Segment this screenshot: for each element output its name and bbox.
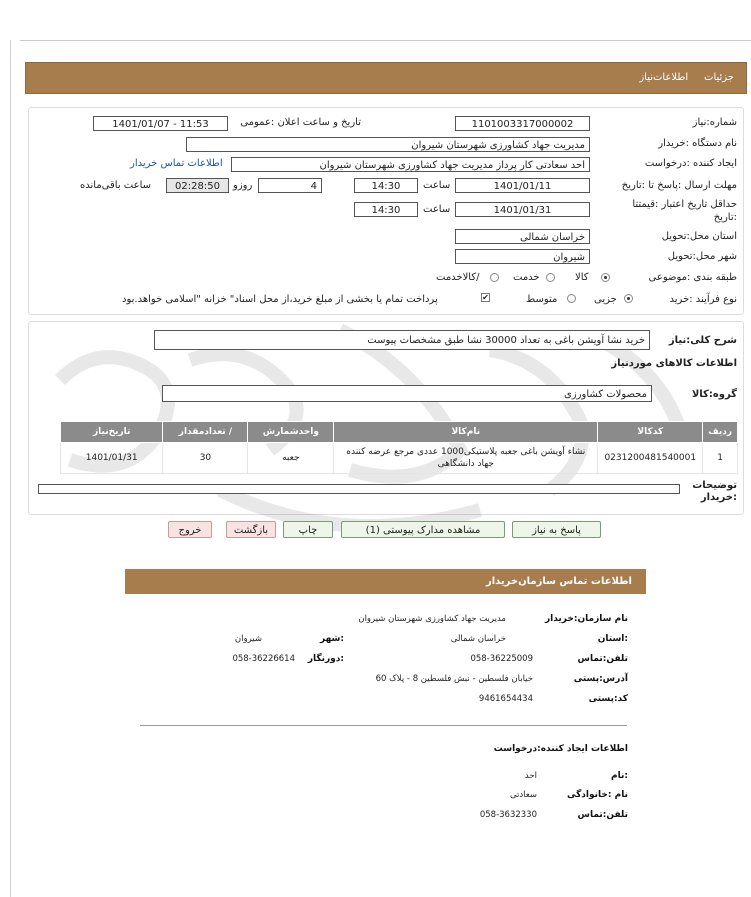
top-divider xyxy=(20,40,751,41)
key-description-field: خرید نشا آویشن باغی به تعداد 30000 نشا طبق مشخصات پیوست xyxy=(154,330,650,350)
category-both-radio[interactable] xyxy=(490,273,499,282)
category-service-label: خدمت xyxy=(513,272,540,283)
attachments-button[interactable]: مشاهده مدارک پیوستی (1) xyxy=(341,521,505,538)
key-description-label: شرح کلی:نیاز xyxy=(668,335,737,346)
header-tabs xyxy=(639,72,734,83)
category-service-radio[interactable] xyxy=(546,273,555,282)
process-partial-label: جزیی xyxy=(594,294,617,305)
category-both-label: /کالاخدمت xyxy=(436,272,480,283)
remaining-timer: 02:28:50 xyxy=(166,178,229,193)
creator-info-title: اطلاعات ایجاد کننده:درخواست xyxy=(493,744,628,754)
phone-value: 058-36225009 xyxy=(470,654,533,664)
deadline-time-field: 14:30 xyxy=(354,178,418,193)
cell-date: 1401/01/31 xyxy=(61,443,163,474)
province-field: خراسان شمالی xyxy=(455,229,590,244)
fax-value: 058-36226614 xyxy=(232,654,295,664)
process-partial-radio[interactable] xyxy=(624,294,633,303)
buyer-name-field: مدیریت جهاد کشاورزی شهرستان شیروان xyxy=(186,137,590,152)
tab-need-info[interactable]: اطلاعات‌نیاز xyxy=(639,72,689,83)
contact-divider xyxy=(140,725,627,726)
contact-province-label: :استان xyxy=(597,634,628,644)
validity-time-field: 14:30 xyxy=(354,202,418,217)
days-label: روزو xyxy=(233,180,253,191)
postal-value: 9461654434 xyxy=(478,694,533,704)
last-name-value: سعادتی xyxy=(509,790,537,800)
buyer-notes-field xyxy=(38,484,680,494)
process-medium-radio[interactable] xyxy=(567,294,576,303)
process-label: نوع فرآیند :خرید xyxy=(669,294,737,305)
category-goods-radio[interactable] xyxy=(601,273,610,282)
city-field: شیروان xyxy=(455,249,590,264)
table-row xyxy=(61,443,738,474)
col-row: ردیف xyxy=(703,422,738,443)
goods-info-heading: اطلاعات کالاهای موردنیاز xyxy=(611,358,737,369)
category-goods-label: کالا xyxy=(575,272,589,283)
process-medium-label: متوسط xyxy=(526,294,558,305)
need-number-field: 1101003317000002 xyxy=(455,116,590,131)
deadline-time-label: ساعت xyxy=(423,180,451,191)
group-field: محصولات کشاورزی xyxy=(162,385,652,402)
buyer-contact-link[interactable]: اطلاعات تماس خریدار xyxy=(130,158,223,169)
validity-time-label: ساعت xyxy=(423,204,451,215)
exit-button[interactable]: خروج xyxy=(168,521,212,538)
items-table xyxy=(60,421,738,474)
cell-quantity: 30 xyxy=(163,443,248,474)
buyer-notes-label: توضیحات :خریدار xyxy=(692,480,737,503)
print-button[interactable]: چاپ xyxy=(283,521,333,538)
announce-label: تاریخ و ساعت اعلان :عمومی xyxy=(240,117,361,128)
city-label: شهر محل:تحویل xyxy=(667,251,737,262)
col-date: تاریخ‌نیاز xyxy=(61,422,163,443)
col-quantity: / تعدادمقدار xyxy=(163,422,248,443)
col-name: نام‌کالا xyxy=(334,422,598,443)
address-label: آدرس:پستی xyxy=(573,674,628,684)
contact-province-value: خراسان شمالی xyxy=(450,634,506,644)
first-name-value: احد xyxy=(524,771,537,781)
postal-label: کد:پستی xyxy=(588,694,628,704)
validity-label: حداقل تاریخ اعتبار :قیمتتا :تاریخ xyxy=(632,199,737,223)
need-number-label: شماره:نیاز xyxy=(692,117,737,128)
creator-phone-value: 058-3632330 xyxy=(479,810,537,820)
days-field: 4 xyxy=(258,178,322,193)
org-label: نام سازمان:خریدار xyxy=(544,614,628,624)
creator-label: ایجاد کننده :درخواست xyxy=(644,158,737,169)
cell-name: نشاء آویشن باغی جعبه پلاستیکی1000 عددی مرجع عرضه کننده جهاد دانشگاهی xyxy=(334,443,598,474)
table-header-row xyxy=(61,422,738,443)
group-label: گروه:کالا xyxy=(691,389,737,400)
first-name-label: :نام xyxy=(611,771,628,781)
last-name-label: نام :خانوادگی xyxy=(566,790,628,800)
left-divider xyxy=(10,40,11,897)
col-unit: واحدشمارش xyxy=(248,422,334,443)
fax-label: :دورنگار xyxy=(307,654,344,664)
category-label: طبقه بندی :موضوعی xyxy=(648,272,737,283)
remaining-label: ساعت باقی‌مانده xyxy=(80,180,152,191)
page-header xyxy=(25,62,747,94)
contact-city-value: شیروان xyxy=(234,634,262,644)
back-button[interactable]: بازگشت xyxy=(226,521,276,538)
reply-button[interactable]: پاسخ به نیاز xyxy=(512,521,601,538)
col-code: کدکالا xyxy=(598,422,703,443)
contact-header xyxy=(125,569,646,594)
org-value: مدیریت جهاد کشاورزی شهرستان شیروان xyxy=(358,614,506,624)
address-value: خیابان فلسطین - نبش فلسطین 8 - پلاک 60 xyxy=(375,674,533,684)
contact-city-label: :شهر xyxy=(320,634,344,644)
buyer-name-label: نام دستگاه :خریدار xyxy=(658,138,737,149)
tab-details[interactable]: جزئیات xyxy=(704,72,734,83)
cell-row: 1 xyxy=(703,443,738,474)
cell-unit: جعبه xyxy=(248,443,334,474)
creator-phone-label: تلفن:تماس xyxy=(577,810,628,820)
deadline-date-field: 1401/01/11 xyxy=(455,178,590,193)
cell-code: 0231200481540001 xyxy=(598,443,703,474)
province-label: استان محل:تحویل xyxy=(661,231,737,242)
payment-checkbox[interactable]: ✔ xyxy=(482,293,489,302)
validity-date-field: 1401/01/31 xyxy=(455,202,590,217)
contact-title: اطلاعات تماس سازمان‌خریدار xyxy=(485,576,632,587)
payment-note: پرداخت تمام یا بخشی از مبلغ خرید،از محل اسناد" خزانه "اسلامی خواهد.بود xyxy=(122,294,438,305)
creator-field: احد سعادتی کار پرداز مدیریت جهاد کشاورزی شهرستان شیروان xyxy=(231,157,590,172)
deadline-label: مهلت ارسال :پاسخ تا :تاریخ xyxy=(621,180,737,191)
phone-label: تلفن:تماس xyxy=(577,654,628,664)
announce-field: 1401/01/07 - 11:53 xyxy=(93,116,228,131)
